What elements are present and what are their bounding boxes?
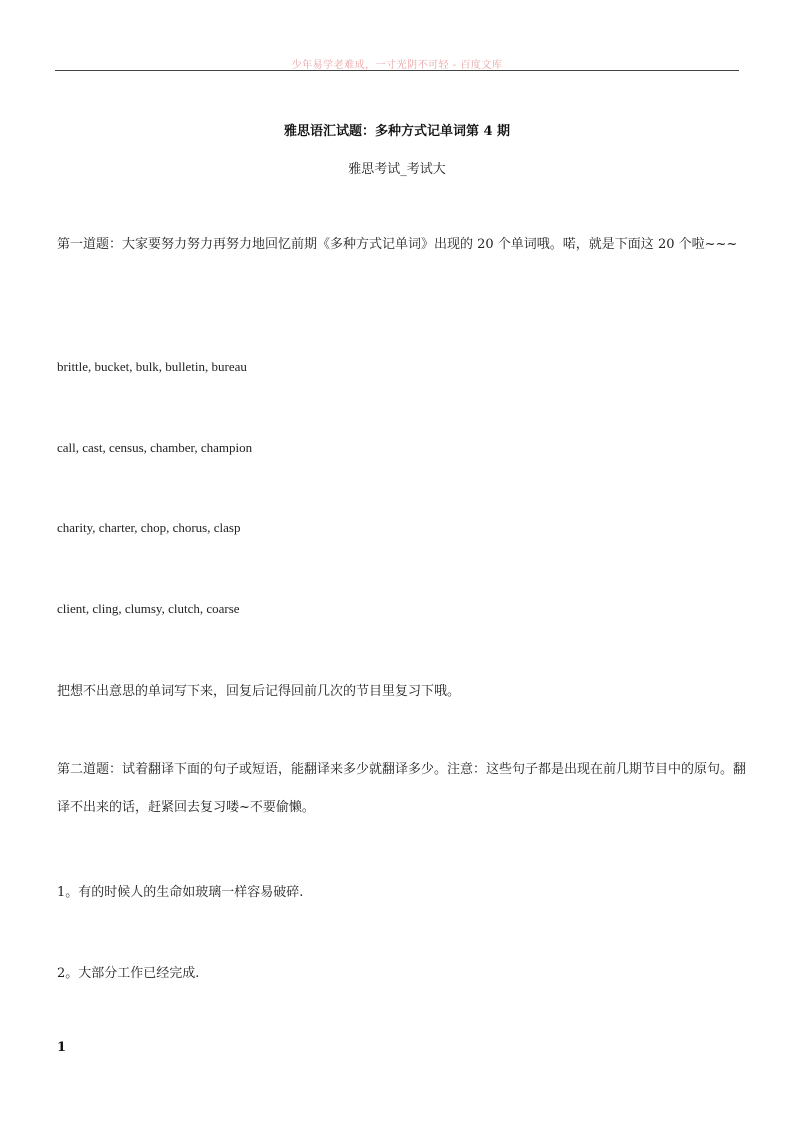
question-1-note: 把想不出意思的单词写下来，回复后记得回前几次的节目里复习下哦。 bbox=[57, 684, 461, 699]
document-title: 雅思语汇试题：多种方式记单词第 4 期 bbox=[283, 124, 511, 139]
document-subtitle: 雅思考试_考试大 bbox=[348, 162, 446, 177]
sentence-1: 1。有的时候人的生命如玻璃一样容易破碎. bbox=[57, 885, 304, 900]
word-row-4: client, cling, clumsy, clutch, coarse bbox=[57, 601, 240, 616]
word-row-3: charity, charter, chop, chorus, clasp bbox=[57, 520, 241, 535]
word-row-1: brittle, bucket, bulk, bulletin, bureau bbox=[57, 359, 247, 374]
page-number: 1 bbox=[57, 1040, 67, 1055]
question-2-intro: 第二道题：试着翻译下面的句子或短语，能翻译来多少就翻译多少。注意：这些句子都是出现在前几期节目中的原句。翻译不出来的话，赶紧回去复习喽~不要偷懒。 bbox=[57, 762, 747, 815]
header-tagline: 少年易学老难成，一寸光阴不可轻 - 百度文库 bbox=[291, 60, 503, 71]
word-row-2: call, cast, census, chamber, champion bbox=[57, 440, 253, 455]
sentence-2: 2。大部分工作已经完成. bbox=[57, 966, 200, 981]
header-divider bbox=[55, 70, 739, 71]
question-1-intro: 第一道题：大家要努力努力再努力地回忆前期《多种方式记单词》出现的 20 个单词哦。喏，就是下面这 20 个啦~~~ bbox=[57, 237, 738, 252]
